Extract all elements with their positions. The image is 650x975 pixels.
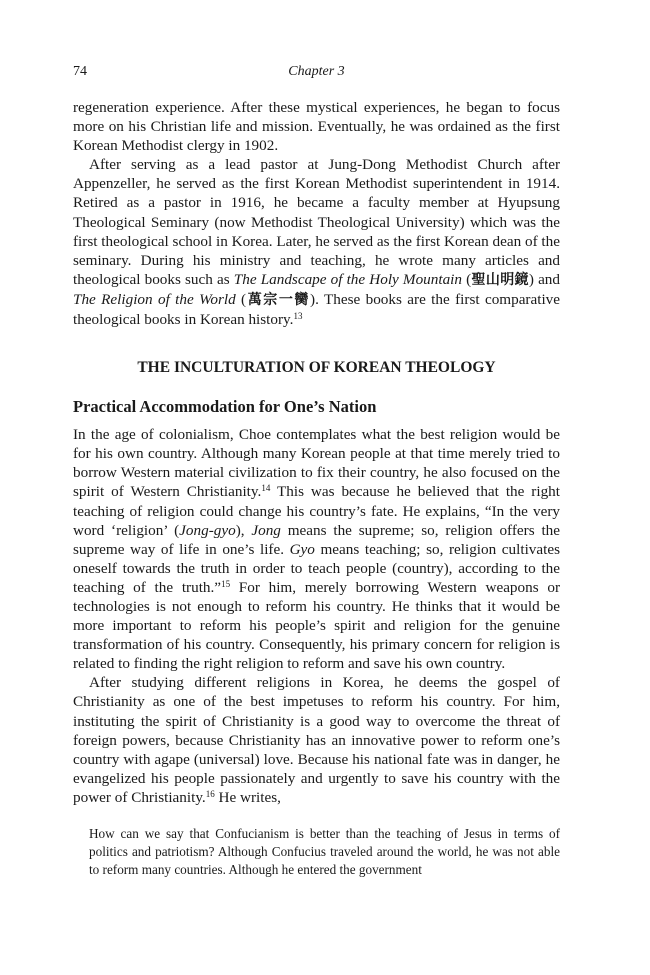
text-run: ), — [235, 521, 252, 539]
paragraph-text: regeneration experience. After these mystical experiences, he began to focus more on his Christian life and mission. Eventually, he was ordained as the first Korean Methodist clergy in 1902. — [73, 99, 560, 155]
korean-term: Jong-gyo — [179, 521, 236, 539]
page-number: 74 — [73, 64, 87, 79]
text-run: . These books are the first comparative theological books in Korean history. — [73, 290, 561, 329]
paragraph-gospel — [73, 673, 560, 807]
text-run: This was because he believed that the right teaching of religion could change his country’s fate. He explains, “In the very word ‘religion’ ( — [73, 483, 560, 539]
footnote-ref: 16 — [205, 788, 215, 799]
text-run: For him, merely borrowing Western weapons or technologies is not enough to reform his country. He thinks that it would be more important to reform his people’s spirit and religion for the genuine transformation of his country. Consequently, his primary concern for religion is related to finding the right religion to reform and save his own country. — [73, 578, 561, 673]
korean-term: Jong — [251, 521, 281, 539]
hanja-title: 萬宗一臠 — [246, 291, 311, 308]
paragraph-ordination — [73, 98, 560, 155]
paragraph-colonialism — [73, 425, 560, 673]
block-quote — [89, 825, 560, 880]
text-run: After studying different religions in Korea, he deems the gospel of Christianity as one of the best impetuses to reform his country. For him, instituting the spirit of Christianity is a good way to overcome the threat of foreign powers, because Christianity has an innovative power to reform one’s country with agape (universal) love. Because his national fate was in danger, he evangelized his people passionately and urgently to save his country with the power of Christianity. — [73, 674, 560, 806]
text-run: He writes, — [214, 788, 281, 806]
book-title: The Religion of the World — [73, 290, 236, 308]
hanja-title: 聖山明鏡 — [471, 271, 529, 288]
paragraph-career: After serving as a lead pastor at Jung-Dong Methodist Church after Appenzeller, he served as the first Korean Methodist superintendent in 1914. Retired as a pastor in 1916, he became a faculty member at Hyupsung Theological Seminary (now Methodist Theological University) which was the first theological school in Korea. Later, he served as the first Korean dean of the seminary. During his ministry and teaching, he wrote many articles and theological books such as The Landscape of the Holy Mountain (聖山明鏡) and The Religion of the World (萬宗一臠). These books are the first comparative theological books in Korean history.$^{13}$ — [73, 156, 561, 329]
running-head: Chapter 3 — [288, 64, 345, 79]
text-run: and — [533, 270, 560, 288]
section-heading: THE INCULTURATION OF KOREAN THEOLOGY — [137, 359, 496, 377]
subheading: Practical Accommodation for One’s Nation — [73, 397, 377, 417]
quote-text: How can we say that Confucianism is better than the teaching of Jesus in terms of politics and patriotism? Although Confucius traveled around the world, he was not able to reform many countries. Although he entered the government — [89, 826, 560, 878]
book-title: The Landscape of the Holy Mountain — [233, 270, 462, 288]
korean-term: Gyo — [289, 540, 315, 558]
book-page — [73, 64, 560, 880]
page-header — [73, 64, 560, 86]
text-run: means teaching; so, religion cultivates oneself towards the truth in order to teach people (country), according to the teaching of the truth.” — [73, 540, 560, 596]
footnote-ref: 15 — [221, 578, 231, 589]
text-run: means the supreme; so, religion offers the supreme way of life in one’s life. — [73, 521, 560, 558]
footnote-ref: 14 — [261, 483, 271, 494]
text-run: In the age of colonialism, Choe contemplates what the best religion would be for his own country. Although many Korean people at that time merely tried to borrow Western material civilization to fix their country, he also focused on the spirit of Western Christianity. — [73, 426, 560, 501]
footnote-ref: 13 — [293, 311, 303, 322]
text-run: After serving as a lead pastor at Jung-Dong Methodist Church after Appenzeller, he served as the first Korean Methodist superintendent in 1914. Retired as a pastor in 1916, he became a faculty member at Hyupsung Theological Seminary (now Methodist Theological University) which was the first theological school in Korea. Later, he served as the first Korean dean of the seminary. During his ministry and teaching, he wrote many articles and theological books such as — [73, 156, 560, 288]
